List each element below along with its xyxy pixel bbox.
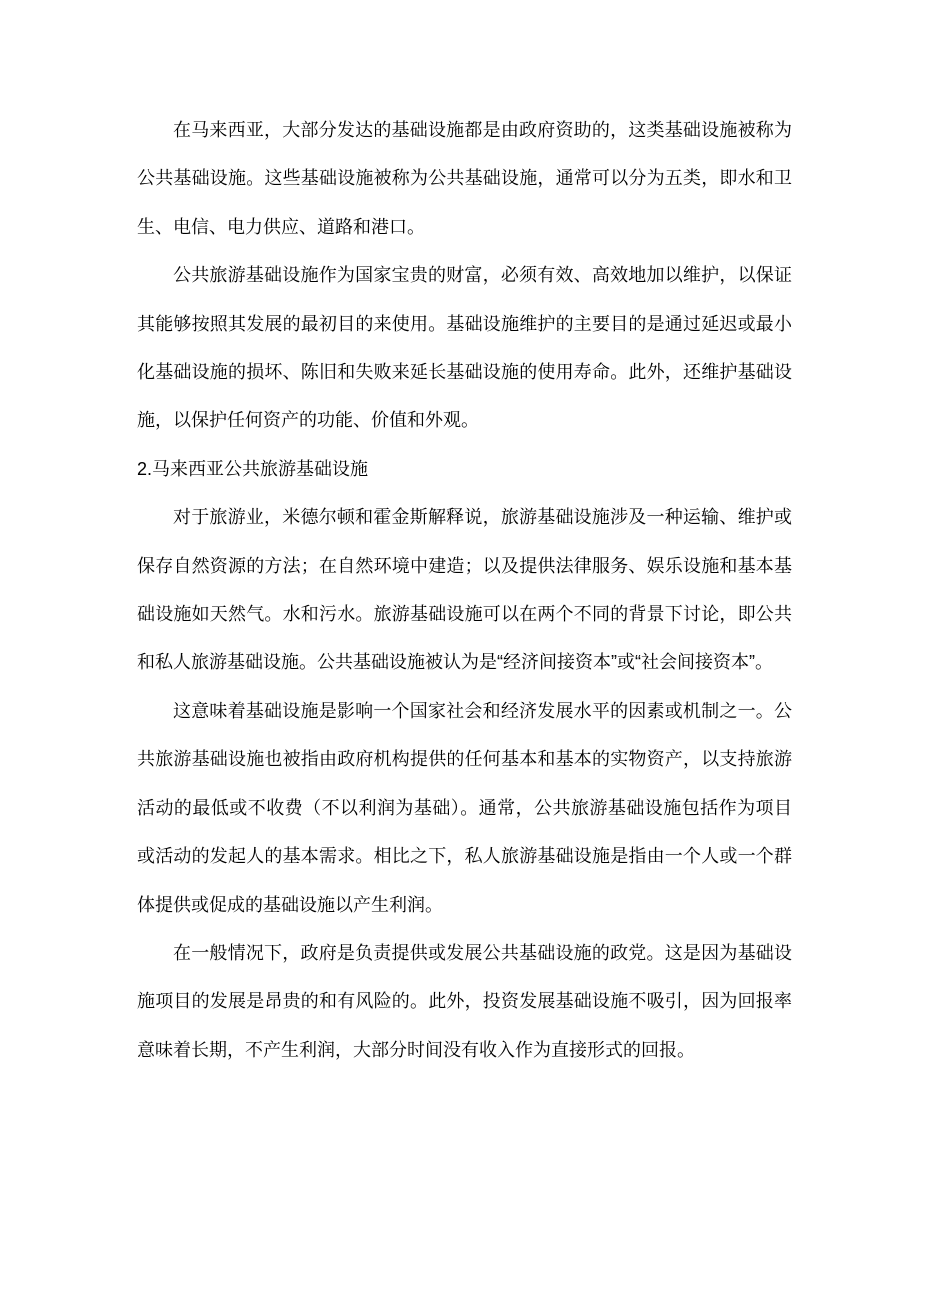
document-text-block (137, 106, 792, 1074)
paragraph-maintenance-purpose: 公共旅游基础设施作为国家宝贵的财富，必须有效、高效地加以维护，以保证其能够按照其发展的最初目的来使用。基础设施维护的主要目的是通过延迟或最小化基础设施的损坏、陈旧和失败来延长基础设施的使用寿命。此外，还维护基础设施，以保护任何资产的功能、价值和外观。 (137, 265, 792, 431)
paragraph-government-responsibility: 在一般情况下，政府是负责提供或发展公共基础设施的政党。这是因为基础设施项目的发展是昂贵的和有风险的。此外，投资发展基础设施不吸引，因为回报率意味着长期，不产生利润，大部分时间没有收入作为直接形式的回报。 (137, 942, 792, 1060)
paragraph-public-vs-private-infrastructure: 这意味着基础设施是影响一个国家社会和经济发展水平的因素或机制之一。公共旅游基础设施也被指由政府机构提供的任何基本和基本的实物资产，以支持旅游活动的最低或不收费（不以利润为基础）。通常，公共旅游基础设施包括作为项目或活动的发起人的基本需求。相比之下，私人旅游基础设施是指由一个人或一个群体提供或促成的基础设施以产生利润。 (137, 700, 792, 915)
paragraph-tourism-infrastructure-definition: 对于旅游业，米德尔顿和霍金斯解释说，旅游基础设施涉及一种运输、维护或保存自然资源的方法；在自然环境中建造；以及提供法律服务、娱乐设施和基本基础设施如天然气。水和污水。旅游基础设施可以在两个不同的背景下讨论，即公共和私人旅游基础设施。公共基础设施被认为是“经济间接资本”或“社会间接资本”。 (137, 507, 792, 673)
section-heading-public-tourism-infrastructure: 2.马来西亚公共旅游基础设施 (137, 458, 369, 479)
paragraph-intro-malaysia-infrastructure: 在马来西亚，大部分发达的基础设施都是由政府资助的，这类基础设施被称为公共基础设施。这些基础设施被称为公共基础设施，通常可以分为五类，即水和卫生、电信、电力供应、道路和港口。 (137, 120, 792, 237)
